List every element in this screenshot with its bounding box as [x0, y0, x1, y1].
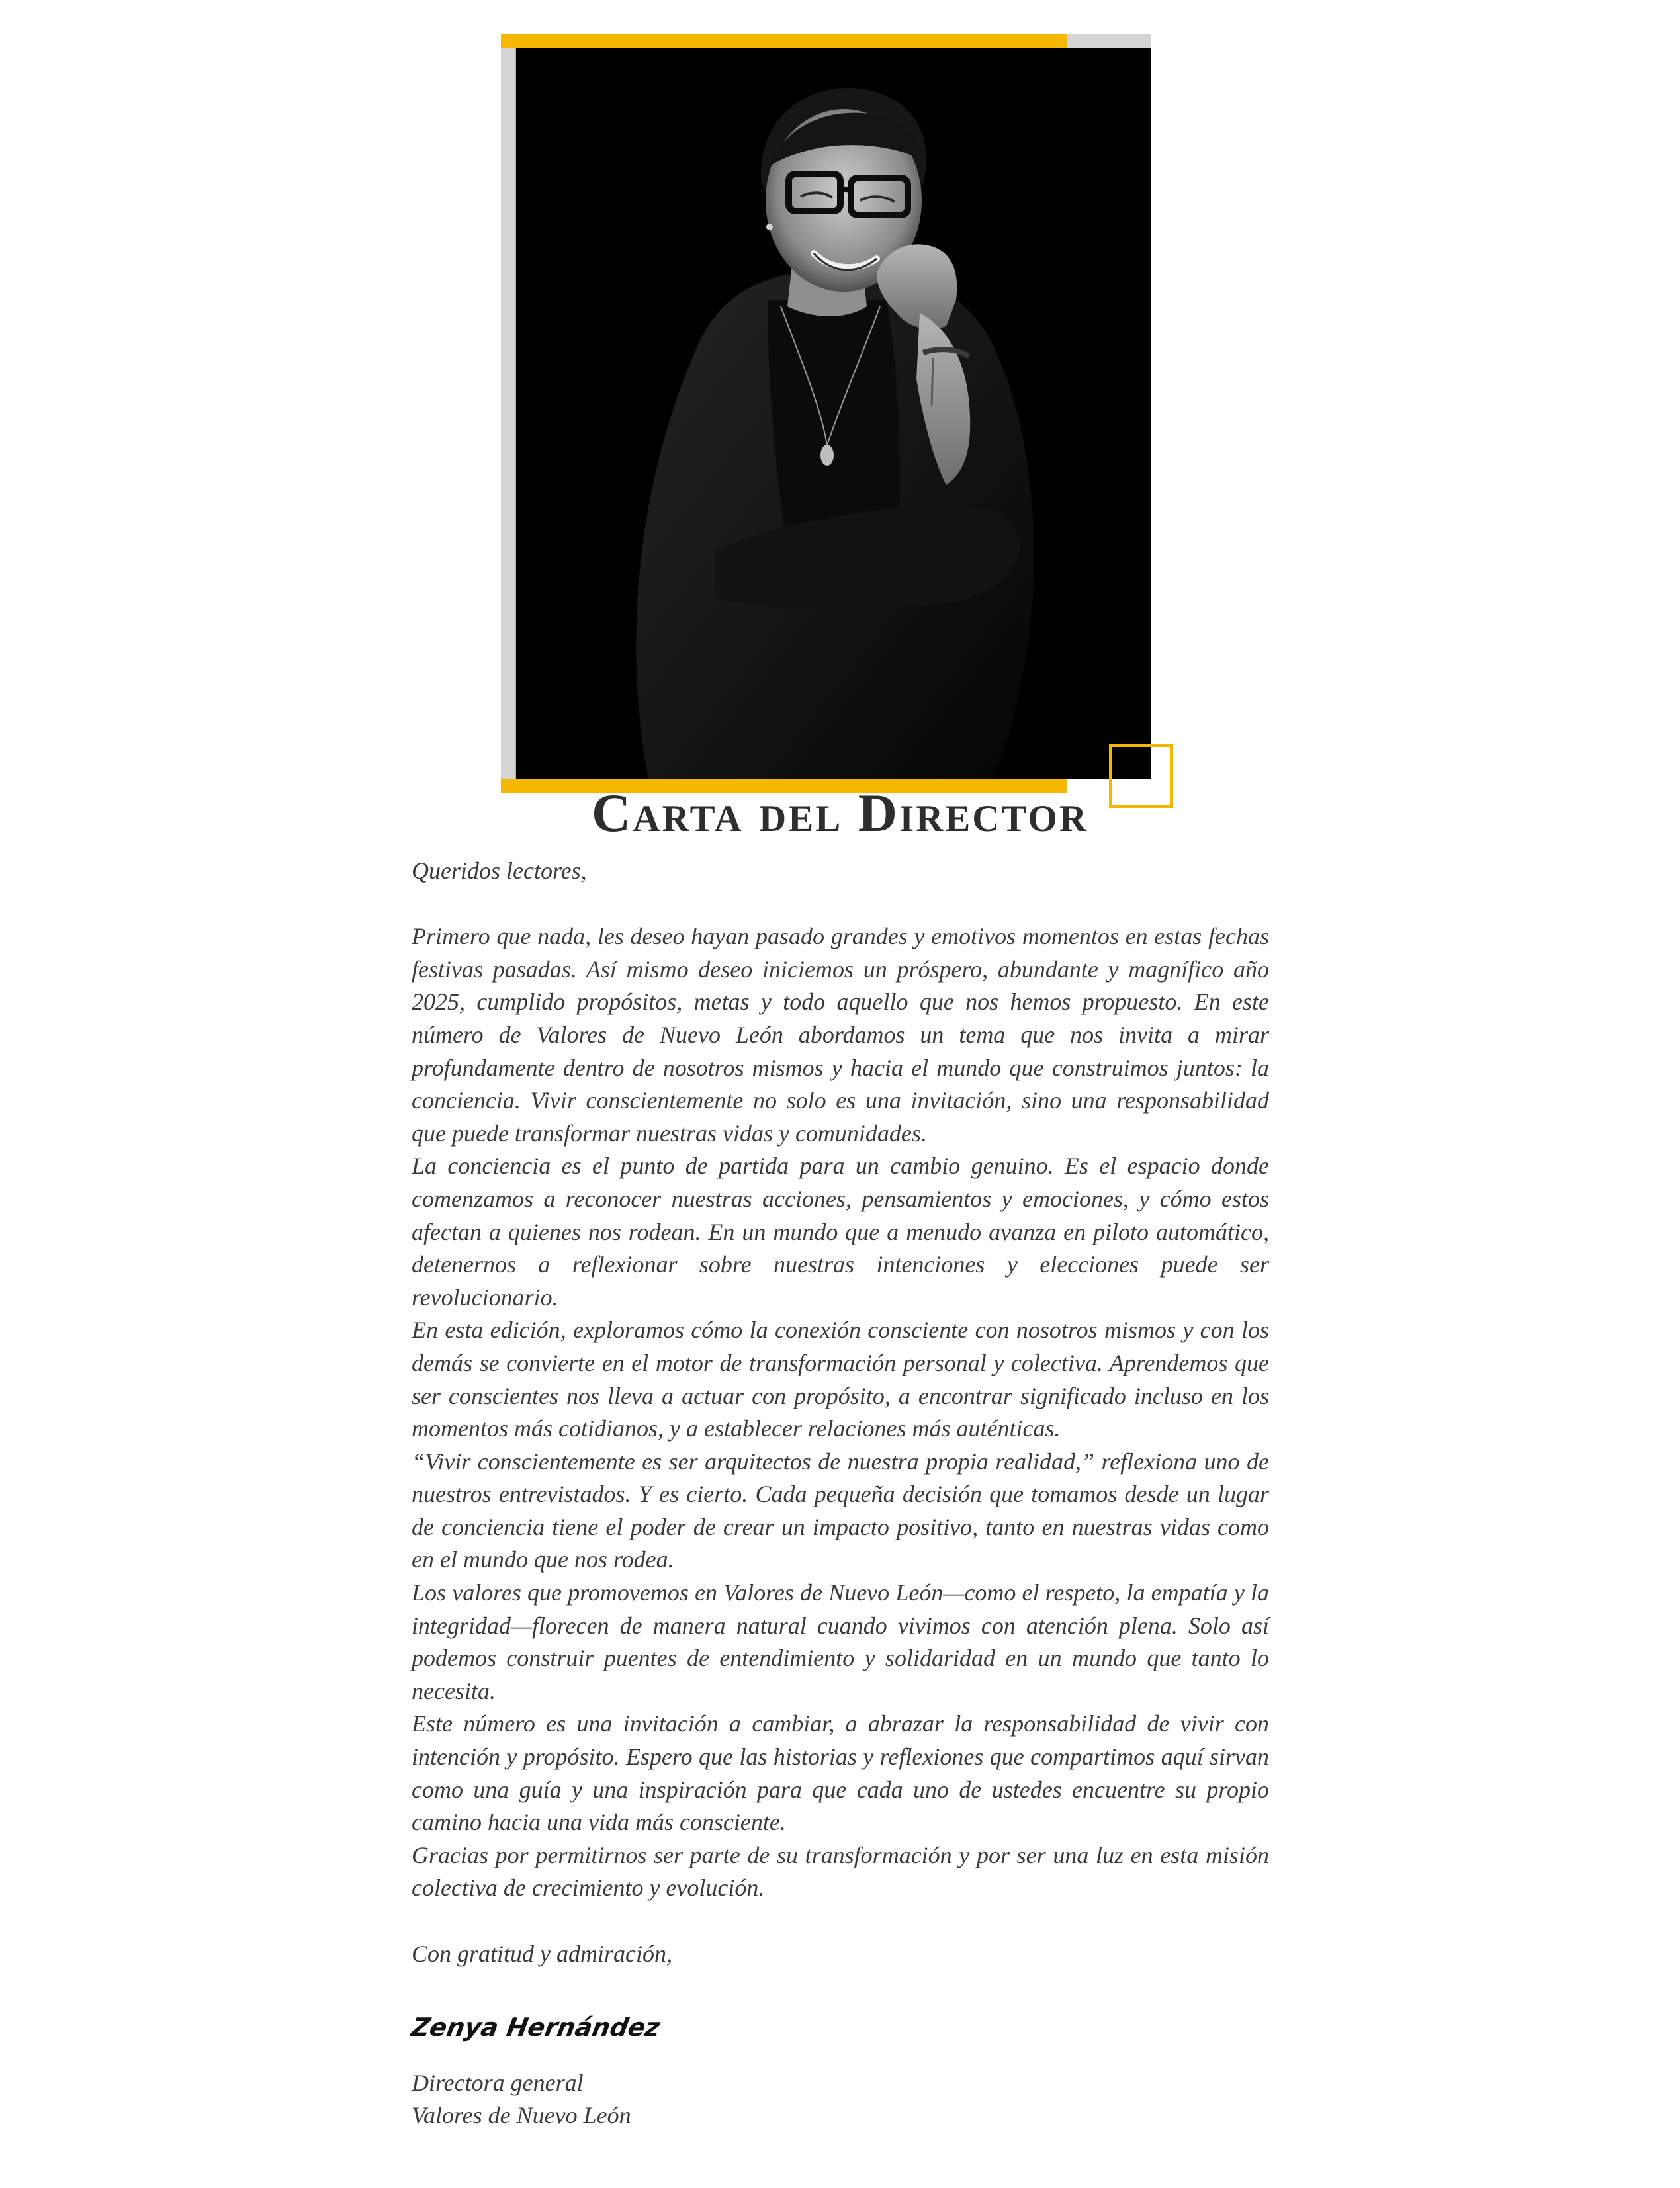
- letter-salutation: Queridos lectores,: [412, 857, 587, 884]
- page-title: Carta del Director: [592, 783, 1088, 843]
- letter-paragraph: Este número es una invitación a cambiar, a abrazar la responsabilidad de vivir con intención y propósito. Espero que las historias y reflexiones que compartimos aquí sirvan como una guía y una inspiración para que cada uno de ustedes encuentre su propio camino hacia una vida más consciente.: [412, 1710, 1269, 1836]
- portrait-illustration: [516, 48, 1151, 779]
- letter-paragraph: “Vivir conscientemente es ser arquitectos de nuestra propia realidad,” reflexiona uno de nuestros entrevistados. Y es cierto. Cada pequeña decisión que tomamos desde un lugar de conciencia tiene el poder de crear un impacto positivo, tanto en nuestras vidas como en el mundo que nos rodea.: [412, 1448, 1269, 1573]
- photo-frame-grey-top: [1067, 34, 1151, 48]
- signer-organization: Valores de Nuevo León: [412, 2102, 631, 2129]
- director-portrait-photo: [516, 48, 1151, 779]
- letter-closing: Con gratitud y admiración,: [412, 1940, 672, 1967]
- letter-paragraph: Los valores que promovemos en Valores de Nuevo León—como el respeto, la empatía y la integridad—florecen de manera natural cuando vivimos con atención plena. Solo así podemos construir puentes de entendimiento y solidaridad en un mundo que tanto lo necesita.: [412, 1579, 1269, 1704]
- signer-role: Directora general: [412, 2069, 584, 2096]
- photo-frame-grey-left: [501, 48, 515, 779]
- letter-paragraph: La conciencia es el punto de partida para un cambio genuino. Es el espacio donde comenzamos a reconocer nuestras acciones, pensamientos y emociones, y cómo estos afectan a quienes nos rodean. En un mundo que a menudo avanza en piloto automático, detenernos a reflexionar sobre nuestras intenciones y elecciones puede ser revolucionario.: [412, 1153, 1269, 1311]
- signature: Zenya Hernández: [409, 2013, 663, 2042]
- letter-body: [409, 855, 1269, 2132]
- letter-paragraph: Primero que nada, les deseo hayan pasado grandes y emotivos momentos en estas fechas festivas pasadas. Así mismo deseo iniciemos un próspero, abundante y magnífico año 2025, cumplido propósitos, metas y todo aquello que nos hemos propuesto. En este número de Valores de Nuevo León abordamos un tema que nos invita a mirar profundamente dentro de nosotros mismos y hacia el mundo que construimos juntos: la conciencia. Vivir conscientemente no solo es una invitación, sino una responsabilidad que puede transformar nuestras vidas y comunidades.: [412, 923, 1269, 1147]
- letter-paragraph: En esta edición, exploramos cómo la conexión consciente con nosotros mismos y con los demás se convierte en el motor de transformación personal y colectiva. Aprendemos que ser conscientes nos lleva a actuar con propósito, a encontrar significado incluso en los momentos más cotidianos, y a establecer relaciones más auténticas.: [412, 1317, 1269, 1442]
- letter-paragraph: Gracias por permitirnos ser parte de su transformación y por ser una luz en esta misión colectiva de crecimiento y evolución.: [412, 1841, 1269, 1902]
